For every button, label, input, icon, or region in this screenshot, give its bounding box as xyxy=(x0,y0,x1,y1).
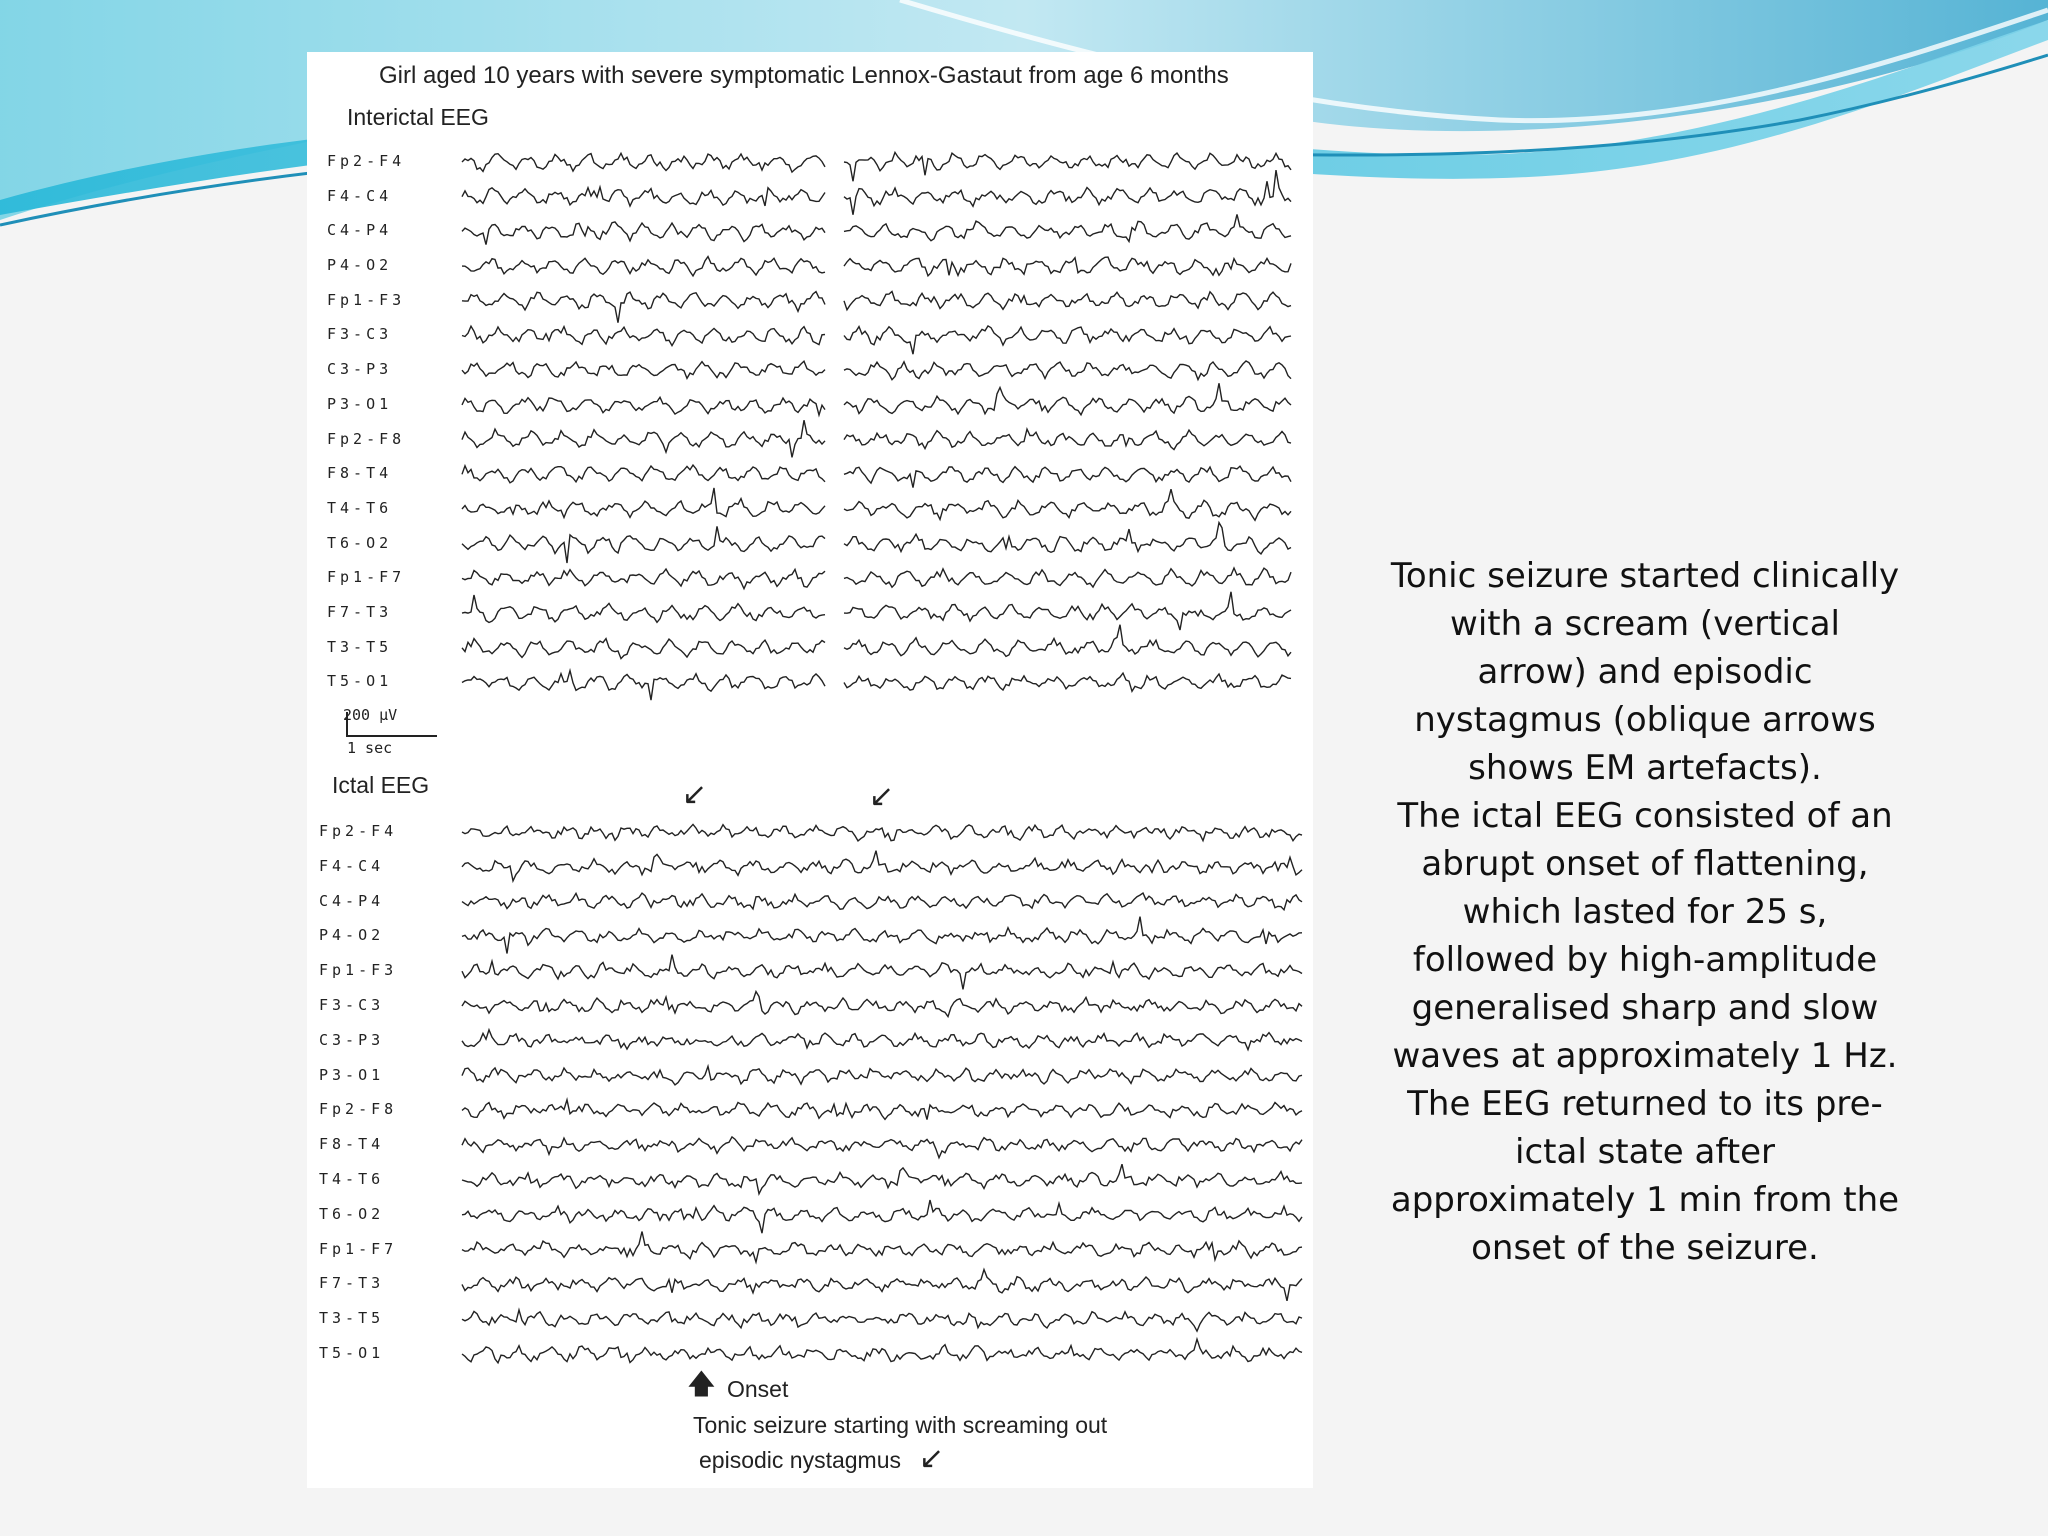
channel-label: F3-C3 xyxy=(327,325,393,344)
interictal-channel-list xyxy=(327,144,447,699)
interictal-trace xyxy=(844,568,1291,587)
ictal-trace xyxy=(462,992,1302,1017)
interictal-trace xyxy=(844,383,1291,415)
interictal-trace xyxy=(462,222,825,245)
ictal-trace xyxy=(462,851,1302,881)
channel-label: T5-O1 xyxy=(319,1343,385,1362)
channel-label: P3-O1 xyxy=(319,1065,385,1084)
channel-label: F3-C3 xyxy=(319,995,385,1014)
channel-label: F7-T3 xyxy=(327,602,393,621)
description-line: ictal state after xyxy=(1515,1132,1775,1172)
channel-label: F8-T4 xyxy=(327,464,393,483)
interictal-trace xyxy=(844,625,1291,657)
description-line: generalised sharp and slow xyxy=(1411,988,1879,1028)
description-line: followed by high-amplitude xyxy=(1412,940,1878,980)
oblique-arrow-icon: ↙ xyxy=(682,777,708,812)
interictal-trace xyxy=(844,523,1291,554)
channel-label: F8-T4 xyxy=(319,1135,385,1154)
channel-label: Fp1-F7 xyxy=(327,568,406,587)
interictal-trace xyxy=(462,187,825,206)
channel-label: T5-O1 xyxy=(327,672,393,691)
channel-label: F4-C4 xyxy=(319,856,385,875)
description-line: abrupt onset of flattening, xyxy=(1421,844,1869,884)
ictal-trace xyxy=(462,1030,1302,1050)
channel-label: P4-O2 xyxy=(319,926,385,945)
channel-label: T4-T6 xyxy=(327,498,393,517)
interictal-trace xyxy=(462,361,825,378)
interictal-trace xyxy=(844,429,1291,449)
interictal-trace xyxy=(462,153,825,172)
interictal-trace xyxy=(844,152,1291,181)
ictal-trace xyxy=(462,1100,1302,1120)
channel-label: T4-T6 xyxy=(319,1169,385,1188)
channel-label: C4-P4 xyxy=(319,891,385,910)
onset-arrow-icon: 🡅 xyxy=(687,1367,716,1400)
description-line: shows EM artefacts). xyxy=(1468,748,1822,788)
interictal-trace xyxy=(462,569,825,589)
interictal-trace xyxy=(844,673,1291,691)
scale-amplitude-label: 200 µV xyxy=(343,706,398,724)
channel-label: Fp1-F7 xyxy=(319,1239,398,1258)
interictal-trace xyxy=(462,671,825,701)
channel-label: C4-P4 xyxy=(327,221,393,240)
channel-label: C3-P3 xyxy=(327,360,393,379)
ictal-trace xyxy=(462,893,1302,910)
channel-label: Fp1-F3 xyxy=(319,961,398,980)
onset-label: Onset xyxy=(727,1376,789,1402)
interictal-trace xyxy=(844,592,1291,630)
channel-label: Fp1-F3 xyxy=(327,290,406,309)
interictal-trace xyxy=(462,257,825,276)
ictal-trace xyxy=(462,1310,1302,1331)
interictal-trace xyxy=(462,526,825,563)
channel-label: C3-P3 xyxy=(319,1030,385,1049)
channel-label: Fp2-F8 xyxy=(327,429,406,448)
channel-label: Fp2-F4 xyxy=(319,822,398,840)
description-line: arrow) and episodic xyxy=(1477,652,1813,692)
description-line: onset of the seizure. xyxy=(1471,1228,1819,1268)
channel-label: Fp2-F4 xyxy=(327,152,406,170)
figure-title: Girl aged 10 years with severe symptomatic Lennox-Gastaut from age 6 months xyxy=(379,62,1229,89)
interictal-trace xyxy=(844,257,1291,276)
interictal-trace xyxy=(462,595,825,623)
channel-label: Fp2-F8 xyxy=(319,1100,398,1119)
ictal-trace xyxy=(462,1232,1302,1263)
oblique-arrow-icon: ↙ xyxy=(869,779,895,814)
description-line: The ictal EEG consisted of an xyxy=(1397,796,1893,836)
oblique-arrow-icon: ↙ xyxy=(919,1441,945,1476)
description-text xyxy=(1370,552,1920,1272)
channel-label: T3-T5 xyxy=(327,637,393,656)
eeg-figure xyxy=(307,52,1313,1488)
channel-label: T6-O2 xyxy=(327,533,393,552)
channel-label: T6-O2 xyxy=(319,1204,385,1223)
channel-label: F7-T3 xyxy=(319,1274,385,1293)
interictal-trace xyxy=(462,488,825,518)
channel-label: P4-O2 xyxy=(327,256,393,275)
ictal-trace xyxy=(462,1066,1302,1085)
ictal-trace xyxy=(462,1200,1302,1233)
ictal-trace xyxy=(462,1164,1302,1194)
description-line: with a scream (vertical xyxy=(1450,604,1840,644)
ictal-trace xyxy=(462,1137,1302,1158)
interictal-trace xyxy=(462,397,825,415)
interictal-trace xyxy=(844,489,1291,520)
description-line: nystagmus (oblique arrows xyxy=(1414,700,1876,740)
interictal-trace xyxy=(462,639,825,659)
interictal-trace xyxy=(844,214,1291,241)
description-line: approximately 1 min from the xyxy=(1390,1180,1900,1220)
interictal-trace xyxy=(462,465,825,483)
scale-time-label: 1 sec xyxy=(347,739,393,757)
description-line: waves at approximately 1 Hz. xyxy=(1392,1036,1898,1076)
ictal-trace xyxy=(462,1339,1302,1363)
channel-label: F4-C4 xyxy=(327,186,393,205)
interictal-trace xyxy=(844,292,1291,310)
description-line: The EEG returned to its pre- xyxy=(1407,1084,1883,1124)
interictal-trace xyxy=(844,466,1291,487)
interictal-trace xyxy=(844,326,1291,354)
description-line: which lasted for 25 s, xyxy=(1462,892,1828,932)
interictal-eeg-label: Interictal EEG xyxy=(347,104,489,130)
ictal-trace xyxy=(462,824,1302,841)
ictal-trace xyxy=(462,917,1302,954)
channel-label: T3-T5 xyxy=(319,1309,385,1328)
interictal-trace xyxy=(462,326,825,345)
description-line: Tonic seizure started clinically xyxy=(1390,556,1900,596)
figure-caption-line: Tonic seizure starting with screaming out xyxy=(693,1412,1108,1438)
ictal-trace xyxy=(462,955,1302,990)
eeg-traces xyxy=(307,52,1313,1488)
interictal-trace xyxy=(844,361,1291,380)
interictal-trace xyxy=(844,170,1291,215)
figure-caption-line: episodic nystagmus xyxy=(699,1447,901,1473)
interictal-trace xyxy=(462,292,825,323)
ictal-trace xyxy=(462,1270,1302,1301)
ictal-eeg-label: Ictal EEG xyxy=(332,772,430,798)
interictal-trace xyxy=(462,420,825,457)
ictal-channel-list xyxy=(319,814,439,1371)
channel-label: P3-O1 xyxy=(327,394,393,413)
